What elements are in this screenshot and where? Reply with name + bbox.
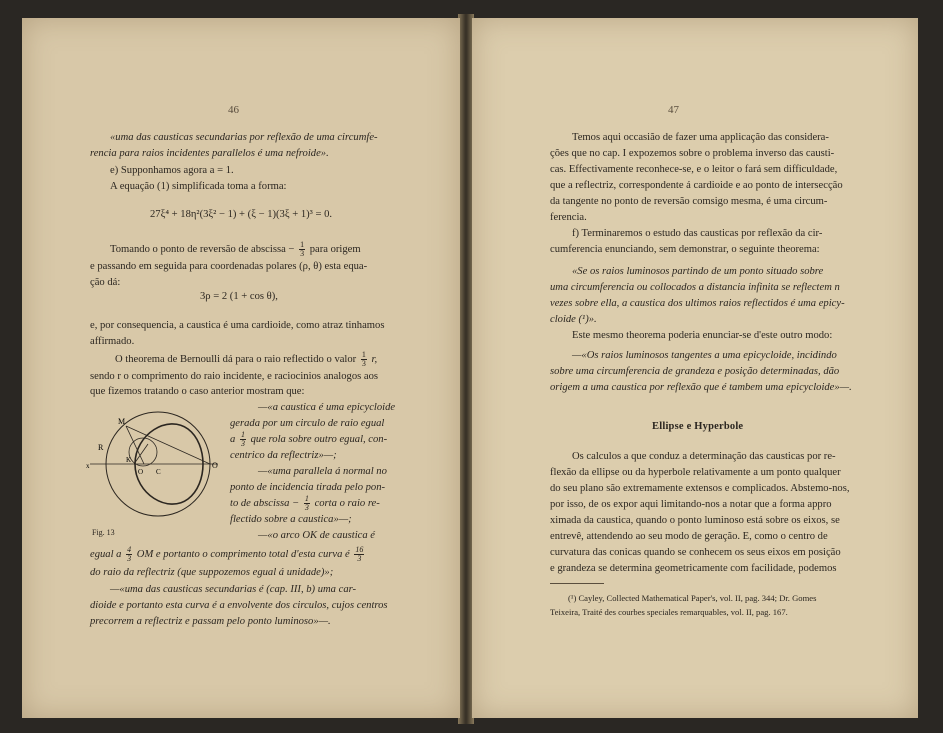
text-line: «uma das causticas secundarias por reflexão de uma circumfe- [110, 132, 378, 143]
equation: 3ρ = 2 (1 + cos θ), [200, 291, 278, 302]
text-line: ção dá: [90, 277, 121, 288]
text-line: to de abscissa − $\frac{1}{3}$ corta o raio re- [230, 494, 380, 512]
text-line: Tomando o ponto de reversão de abscissa − $\frac{1}{3}$ para origem [110, 240, 361, 258]
figure-label: C [156, 468, 161, 476]
text-line: ximada da caustica, quando o ponto luminoso está sobre os eixos, se [550, 515, 840, 526]
text-line: e, por consequencia, a caustica é uma cardioide, como atraz tinhamos [90, 320, 385, 331]
text-line: O theorema de Bernoulli dá para o raio reflectido o valor $\frac{1}{3}$ r, [115, 350, 378, 368]
text-line: por isso, de os expor aqui limitando-nos a notar que a forma appro [550, 499, 832, 510]
text-line: dioide e portanto esta curva é a envolvente dos circulos, cujos centros [90, 600, 388, 611]
text-line: «Se os raios luminosos partindo de um ponto situado sobre [572, 266, 824, 277]
figure-label: K [126, 456, 132, 464]
text-line: cumferencia enunciando, sem demonstrar, o seguinte theorema: [550, 244, 820, 255]
text-line: Os calculos a que conduz a determinação das causticas por re- [572, 451, 836, 462]
text-line: e grandeza se determina geometricamente com facilidade, podemos [550, 563, 837, 574]
page-number: 47 [668, 104, 679, 116]
text-line: cas. Effectivamente reconhece-se, e o leitor o fará sem difficuldade, [550, 164, 838, 175]
text-line: flectido sobre a caustica»—; [230, 514, 352, 525]
equation: 27ξ⁴ + 18η²(3ξ² − 1) + (ξ − 1)(3ξ + 1)³ = 0. [150, 209, 333, 220]
footnote: Teixeira, Traité des courbes speciales remarquables, vol. II, pag. 167. [550, 607, 788, 617]
text-line: a $\frac{1}{3}$ que rola sobre outro egual, con- [230, 430, 388, 448]
text-line: do raio da reflectriz (que suppozemos egual á unidade)»; [90, 567, 334, 578]
text-line: entrevê, attendendo ao seu modo de geração. E, como o centro de [550, 531, 828, 542]
text-line: vezes sobre ella, a caustica dos ultimos raios reflectidos é uma epicy- [550, 298, 845, 309]
text-line: e) Supponhamos agora a = 1. [110, 165, 234, 176]
fraction: $\frac{1}{3}$ [361, 350, 366, 368]
text-line: A equação (1) simplificada toma a forma: [110, 181, 287, 192]
text-line: —«o arco OK de caustica é [258, 530, 376, 541]
text-line: da tangente no ponto de reversão comsigo mesma, é uma circum- [550, 196, 828, 207]
text-line: ções que no cap. I expozemos sobre o problema inverso das causti- [550, 148, 835, 159]
text-line: que a reflectriz, correspondente á cardioide e ao ponto de intersecção [550, 180, 843, 191]
text-line: —«a caustica é uma epicycloide [258, 402, 396, 413]
text-line: centrico da reflectriz»—; [230, 450, 337, 461]
fraction: $\frac{1}{3}$ [300, 240, 305, 258]
text-line: origem a uma caustica por reflexão que é tambem uma epicycloide»—. [550, 382, 852, 393]
text-line: que fizemos tratando o caso anterior mostram que: [90, 386, 305, 397]
text-line: do seu plano são extremamente extensos e complicados. Abstemo-nos, [550, 483, 850, 494]
text-line: ferencia. [550, 212, 587, 223]
text-line: curvatura das conicas quando se conhecem os seus eixos em posição [550, 547, 841, 558]
text-line: cloide (¹)». [550, 314, 597, 325]
text-line: sobre uma circumferencia de grandeza e posição determinadas, dão [550, 366, 840, 377]
text-line: Este mesmo theorema poderia enunciar-se d'este outro modo: [572, 330, 833, 341]
text-line: —«Os raios luminosos tangentes a uma epicycloide, incidindo [572, 350, 837, 361]
left-page [22, 18, 460, 718]
fraction: $\frac{16}{3}$ [355, 545, 364, 563]
section-heading: Ellipse e Hyperbole [652, 421, 744, 432]
text-line: sendo r o comprimento do raio incidente, e raciocinios analogos aos [90, 371, 379, 382]
text-line: rencia para raios incidentes parallelos é uma nefroide». [90, 148, 329, 159]
figure-label: O [212, 461, 218, 470]
text-line: uma circumferencia ou collocados a distancia infinita se reflectem n [550, 282, 840, 293]
page-number: 46 [228, 104, 239, 116]
fraction: $\frac{1}{3}$ [304, 494, 309, 512]
text-line: affirmado. [90, 336, 135, 347]
text-line: —«uma das causticas secundarias é (cap. III, b) uma car- [110, 584, 357, 595]
figure-label: M [118, 417, 126, 426]
figure-label: R [98, 443, 104, 452]
text-line: flexão da ellipse ou da hyperbole relativamente a um ponto qualquer [550, 467, 841, 478]
right-page [472, 18, 918, 718]
footnote-rule [550, 583, 604, 584]
footnote: (¹) Cayley, Collected Mathematical Paper's, vol. II, pag. 344; Dr. Gomes [568, 593, 817, 603]
figure-label: x [86, 462, 90, 470]
text-line: Temos aqui occasião de fazer uma applicação das considera- [572, 132, 829, 143]
text-line: ponto de incidencia tirada pelo pon- [230, 482, 386, 493]
text-line: —«uma parallela á normal no [258, 466, 387, 477]
figure-label: O [138, 468, 144, 476]
text-line: egual a $\frac{4}{3}$ OM e portanto o comprimento total d'esta curva é $\frac{16}{3}$ [90, 545, 364, 563]
ray-line [126, 426, 210, 464]
text-line: gerada por um circulo de raio egual [230, 418, 385, 429]
fraction: $\frac{1}{3}$ [240, 430, 245, 448]
text-line: e passando em seguida para coordenadas polares (ρ, θ) esta equa- [90, 261, 368, 272]
figure-caption: Fig. 13 [92, 528, 115, 537]
text-line: precorrem a reflectriz e passam pelo ponto luminoso»—. [90, 616, 331, 627]
fraction: $\frac{4}{3}$ [127, 545, 132, 563]
text-line: f) Terminaremos o estudo das causticas por reflexão da cir- [572, 228, 823, 239]
cardioid-figure [88, 404, 228, 529]
